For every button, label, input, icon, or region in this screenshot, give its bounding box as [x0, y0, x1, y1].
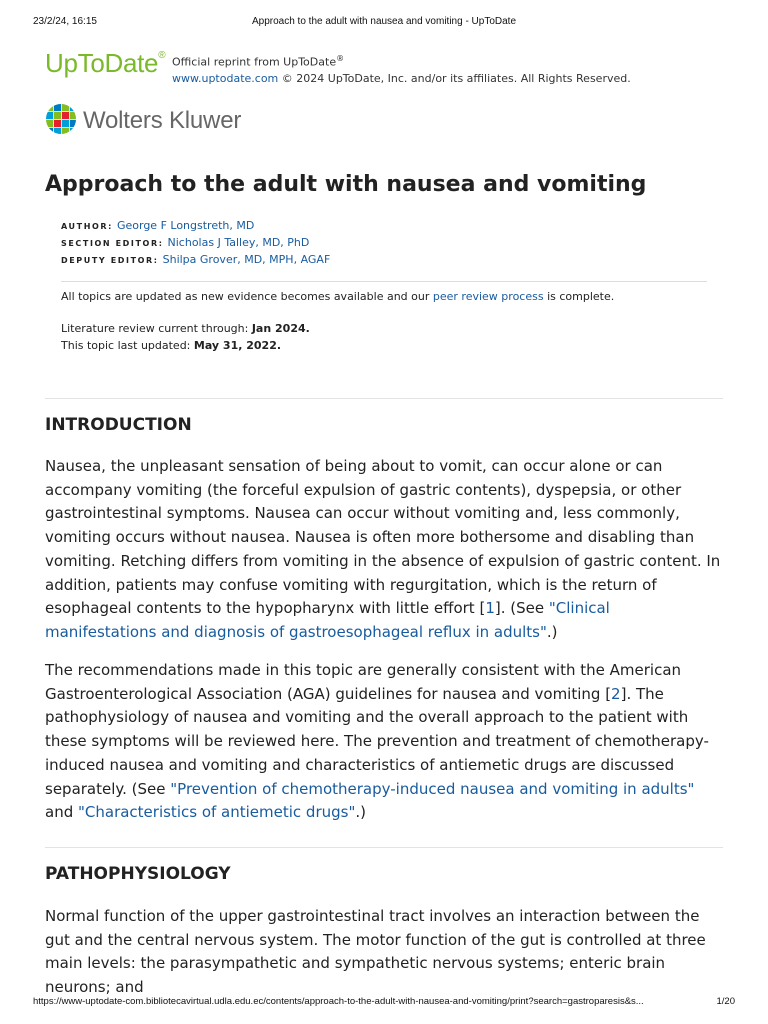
contributors-divider — [61, 281, 707, 282]
evidence-text-before: All topics are updated as new evidence becomes available and our — [61, 290, 433, 303]
paragraph-text: Nausea, the unpleasant sensation of being about to vomit, can occur alone or can accompany vomiting (the forceful expulsion of gastric contents), dyspepsia, or other gastrointestinal symptoms. Nausea can occur without vomiting and, less commonly, vomiting occurs without nausea. Nausea is often more bothersome and disabling than vomiting. Retching differs from vomiting in the absence of expulsion of gastric content. In addition, patients may confuse vomiting with regurgitation, which is the return of esophageal contents to the hypopharynx with little effort [ — [45, 457, 721, 618]
evidence-notice — [61, 290, 723, 303]
paragraph-text: The recommendations made in this topic are generally consistent with the American Gastroenterological Association (AGA) guidelines for nausea and vomiting [ — [45, 661, 682, 703]
contributor-role: AUTHOR: — [61, 222, 113, 231]
wolters-kluwer-name: Wolters Kluwer — [83, 107, 242, 134]
contributor-deputy-editor — [61, 252, 723, 269]
evidence-text-after: is complete. — [543, 290, 615, 303]
uptodate-logo-text: UpToDate — [45, 48, 159, 78]
last-updated-date: May 31, 2022. — [193, 339, 282, 352]
gerd-topic-link[interactable]: "Clinical manifestations and diagnosis of gastroesophageal reflux in adults" — [45, 599, 610, 641]
section-divider — [45, 847, 723, 848]
contributor-name-link[interactable]: George F Longstreth, MD — [116, 219, 255, 232]
reference-link-1[interactable]: 1 — [485, 599, 495, 618]
contributor-name-link[interactable]: Shilpa Grover, MD, MPH, AGAF — [162, 253, 331, 266]
reprint-line: Official reprint from UpToDate — [172, 55, 337, 69]
contributor-role: SECTION EDITOR: — [61, 239, 164, 248]
literature-review-line — [61, 320, 723, 337]
registered-mark: ® — [158, 50, 166, 61]
literature-review-date: Jan 2024. — [251, 322, 310, 335]
print-url: https://www-uptodate-com.bibliotecavirtual.udla.edu.ec/contents/approach-to-the-adult-with-nausea-and-vomiting/print?search=gastroparesis&s... — [33, 996, 644, 1007]
wolters-kluwer-globe-icon — [45, 103, 77, 135]
contributors — [61, 218, 723, 269]
introduction-paragraph-1 — [45, 455, 725, 645]
paragraph-text: .) — [546, 622, 558, 641]
contributor-section-editor — [61, 235, 723, 252]
antiemetic-drugs-topic-link[interactable]: "Characteristics of antiemetic drugs" — [78, 803, 356, 822]
contributor-author — [61, 218, 723, 235]
section-heading-pathophysiology: PATHOPHYSIOLOGY — [45, 864, 231, 884]
chemotherapy-nausea-topic-link[interactable]: "Prevention of chemotherapy-induced nausea and vomiting in adults" — [170, 779, 695, 798]
brand-bar — [45, 48, 723, 88]
introduction-paragraph-2 — [45, 659, 725, 825]
last-updated-line — [61, 337, 723, 354]
uptodate-logo — [45, 48, 165, 79]
peer-review-link[interactable]: peer review process — [432, 290, 544, 303]
uptodate-site-link[interactable]: www.uptodate.com — [172, 71, 279, 85]
paragraph-text: and — [45, 803, 78, 822]
section-divider — [45, 398, 723, 399]
paragraph-text: ]. (See — [494, 599, 549, 618]
literature-review-label: Literature review current through: — [61, 322, 252, 335]
print-page-title: Approach to the adult with nausea and vomiting - UpToDate — [251, 16, 517, 27]
pathophysiology-paragraph-1: Normal function of the upper gastrointestinal tract involves an interaction between the gut and the central nervous system. The motor function of the gut is controlled at three main levels: the parasympathetic and sympathetic nervous systems; enteric brain neurons; and — [45, 907, 706, 997]
section-heading-introduction: INTRODUCTION — [45, 415, 192, 435]
contributor-role: DEPUTY EDITOR: — [61, 256, 159, 265]
reprint-registered-mark: ® — [336, 54, 345, 63]
review-dates — [61, 320, 723, 354]
paragraph-text: ]. The pathophysiology of nausea and vomiting and the overall approach to the patient with these symptoms will be reviewed here. The prevention and treatment of chemotherapy-induced nausea and vomiting and characteristics of antiemetic drugs are discussed separately. (See — [45, 684, 709, 798]
paragraph-text: .) — [355, 803, 366, 822]
copyright-text: © 2024 UpToDate, Inc. and/or its affiliates. All Rights Reserved. — [281, 71, 631, 85]
page-number: 1/20 — [716, 996, 735, 1007]
print-date: 23/2/24, 16:15 — [33, 16, 97, 27]
contributor-name-link[interactable]: Nicholas J Talley, MD, PhD — [167, 236, 310, 249]
reprint-notice — [172, 51, 631, 87]
wolters-kluwer-logo — [45, 103, 265, 135]
last-updated-label: This topic last updated: — [61, 339, 194, 352]
page-title: Approach to the adult with nausea and vomiting — [45, 172, 647, 197]
print-header — [33, 16, 735, 30]
reference-link-2[interactable]: 2 — [611, 684, 621, 703]
print-footer — [33, 996, 735, 1010]
